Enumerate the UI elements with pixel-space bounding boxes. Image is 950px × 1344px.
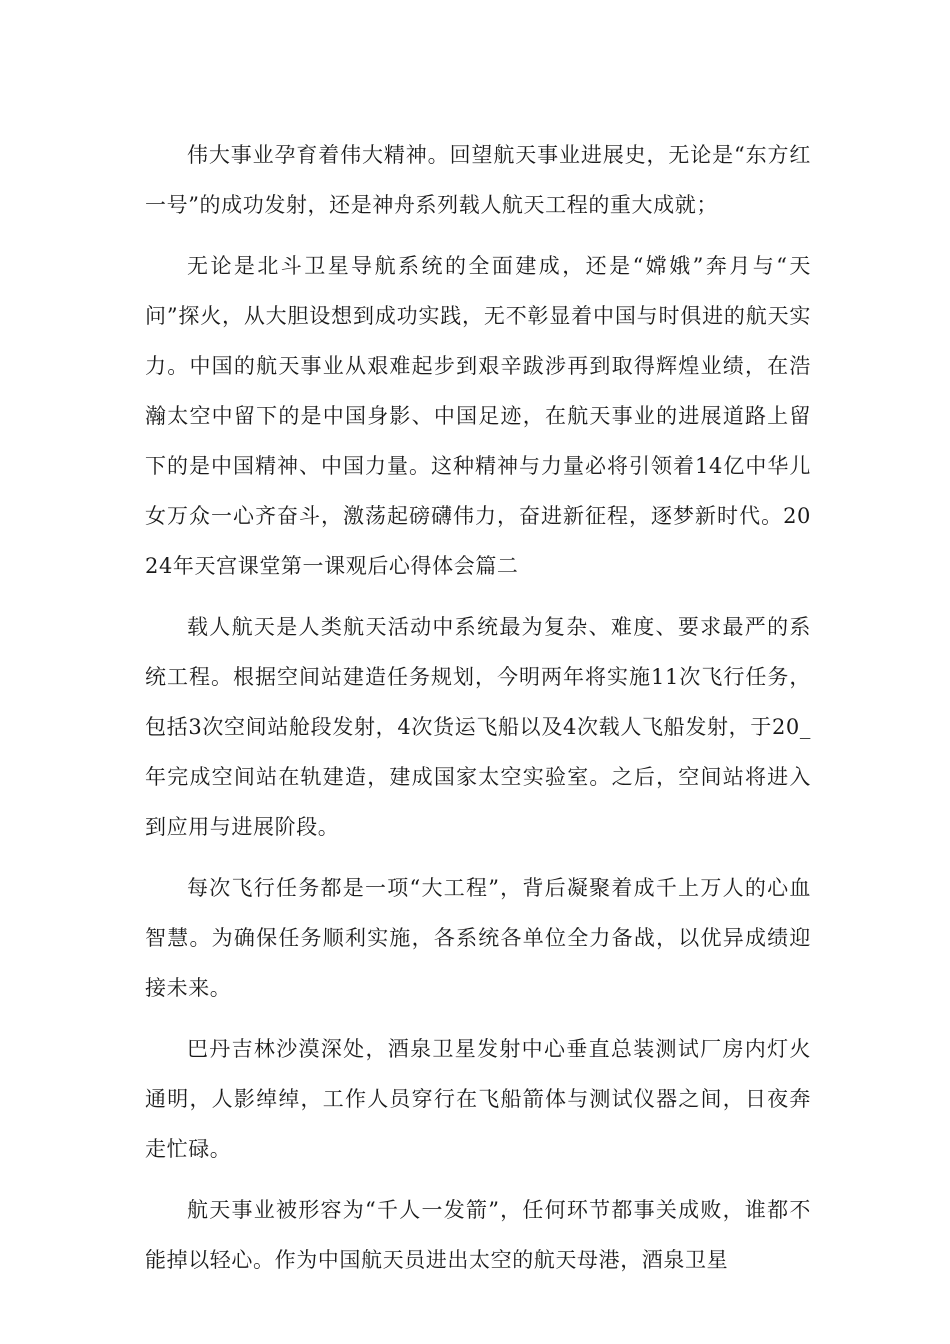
document-body [145, 130, 811, 1296]
paragraph-5: 巴丹吉林沙漠深处，酒泉卫星发射中心垂直总装测试厂房内灯火通明，人影绰绰，工作人员穿行在飞船箭体与测试仪器之间，日夜奔走忙碌。 [145, 1037, 811, 1161]
paragraph-4: 每次飞行任务都是一项“大工程”，背后凝聚着成千上万人的心血智慧。为确保任务顺利实施，各系统各单位全力备战，以优异成绩迎接未来。 [145, 876, 811, 1000]
paragraph-2: 无论是北斗卫星导航系统的全面建成，还是“嫦娥”奔月与“天问”探火，从大胆设想到成功实践，无不彰显着中国与时俱进的航天实力。中国的航天事业从艰难起步到艰辛跋涉再到取得辉煌业绩，在浩瀚太空中留下的是中国身影、中国足迹，在航天事业的进展道路上留下的是中国精神、中国力量。这种精神与力量必将引领着14亿中华儿女万众一心齐奋斗，激荡起磅礴伟力，奋进新征程，逐梦新时代。2024年天宫课堂第一课观后心得体会篇二 [145, 254, 811, 578]
paragraph-1: 伟大事业孕育着伟大精神。回望航天事业进展史，无论是“东方红一号”的成功发射，还是神舟系列载人航天工程的重大成就； [145, 143, 811, 217]
paragraph-6: 航天事业被形容为“千人一发箭”，任何环节都事关成败，谁都不能掉以轻心。作为中国航天员进出太空的航天母港，酒泉卫星 [145, 1198, 811, 1272]
paragraph-3: 载人航天是人类航天活动中系统最为复杂、难度、要求最严的系统工程。根据空间站建造任务规划，今明两年将实施11次飞行任务，包括3次空间站舱段发射，4次货运飞船以及4次载人飞船发射，于20_年完成空间站在轨建造，建成国家太空实验室。之后，空间站将进入到应用与进展阶段。 [145, 615, 811, 839]
